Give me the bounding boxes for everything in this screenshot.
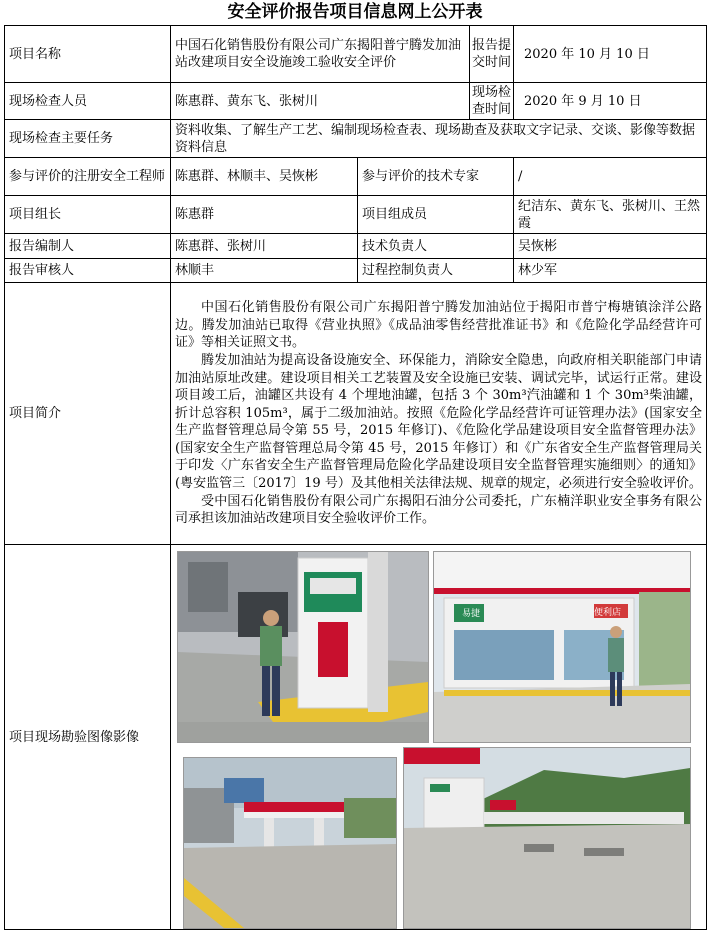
project-name-value: 中国石化销售股份有限公司广东揭阳普宁腾发加油站改建项目安全设施竣工验收安全评价 xyxy=(171,26,470,83)
reviewer-label: 报告审核人 xyxy=(5,259,171,283)
process-lead-label: 过程控制负责人 xyxy=(358,259,514,283)
photo-grid xyxy=(171,547,706,928)
info-table xyxy=(4,25,707,930)
tasks-value: 资料收集、了解生产工艺、编制现场检查表、现场勘查及获取文字记录、交谈、影像等数据资料信息 xyxy=(171,120,707,158)
photo-yard xyxy=(403,747,691,929)
reviewer-value: 林顺丰 xyxy=(171,259,358,283)
experts-label: 参与评价的技术专家 xyxy=(358,158,514,196)
inspectors-label: 现场检查人员 xyxy=(5,83,171,120)
row-intro xyxy=(5,283,707,545)
sign-yijie: 易捷 xyxy=(462,608,481,619)
inspect-time-label: 现场检查时间 xyxy=(470,83,514,120)
process-lead-value: 林少军 xyxy=(514,259,707,283)
members-label: 项目组成员 xyxy=(358,196,514,234)
row-leader xyxy=(5,196,707,234)
sign-store: 便利店 xyxy=(594,607,622,618)
leader-label: 项目组长 xyxy=(5,196,171,234)
inspect-time-value: 2020 年 9 月 10 日 xyxy=(514,83,707,120)
tech-lead-label: 技术负责人 xyxy=(358,234,514,259)
intro-paragraph-3: 受中国石化销售股份有限公司广东揭阳石油分公司委托，广东楠洋职业安全事务有限公司承担该加油站改建项目安全验收评价工作。 xyxy=(175,493,703,527)
inspectors-value: 陈惠群、黄东飞、张树川 xyxy=(171,83,470,120)
members-value: 纪洁东、黄东飞、张树川、王然霞 xyxy=(514,196,707,234)
experts-value: / xyxy=(514,158,707,196)
photos-label: 项目现场勘验图像影像 xyxy=(5,545,171,930)
row-reviewer xyxy=(5,259,707,283)
photos-cell xyxy=(171,545,707,930)
tech-lead-value: 吴恢彬 xyxy=(514,234,707,259)
engineers-label: 参与评价的注册安全工程师 xyxy=(5,158,171,196)
engineers-value: 陈惠群、林顺丰、吴恢彬 xyxy=(171,158,358,196)
project-name-label: 项目名称 xyxy=(5,26,171,83)
intro-text xyxy=(171,283,707,545)
photo-storefront xyxy=(433,551,691,743)
submit-time-label: 报告提交时间 xyxy=(470,26,514,83)
photo-dispenser xyxy=(177,551,429,743)
photo-forecourt xyxy=(183,757,397,929)
compilers-label: 报告编制人 xyxy=(5,234,171,259)
tasks-label: 现场检查主要任务 xyxy=(5,120,171,158)
row-photos xyxy=(5,545,707,930)
row-tasks xyxy=(5,120,707,158)
intro-paragraph-2: 腾发加油站为提高设备设施安全、环保能力，消除安全隐患，向政府相关职能部门申请加油站原址改建。建设项目相关工艺装置及安全设施已安装、调试完毕，试运行正常。建设项目竣工后，油罐区共设有 4 个埋地油罐，包括 3 个 30m³汽油罐和 1 个 30m³柴油罐，折计总容积 105m³，属于二级加油站。按照《危险化学品经营许可证管理办法》(国家安全生产监督管理总局令第 55 号，2015 年修订)、《危险化学品建设项目安全监督管理办法》(国家安全生产监督管理总局令第 45 号，2015 年修订）和《广东省安全生产监督管理局关于印发〈广东省安全生产监督管理局危险化学品建设项目安全监督管理实施细则〉的通知》(粤安监管三〔2017〕19 号）及其他相关法律法规、规章的规定，必须进行安全验收评价。 xyxy=(175,352,703,492)
page-title: 安全评价报告项目信息网上公开表 xyxy=(227,2,483,22)
row-engineers xyxy=(5,158,707,196)
row-compilers xyxy=(5,234,707,259)
row-project-name xyxy=(5,26,707,83)
row-inspectors xyxy=(5,83,707,120)
compilers-value: 陈惠群、张树川 xyxy=(171,234,358,259)
intro-label: 项目简介 xyxy=(5,283,171,545)
leader-value: 陈惠群 xyxy=(171,196,358,234)
submit-time-value: 2020 年 10 月 10 日 xyxy=(514,26,707,83)
intro-paragraph-1: 中国石化销售股份有限公司广东揭阳普宁腾发加油站位于揭阳市普宁梅塘镇涂洋公路边。腾发加油站已取得《营业执照》《成品油零售经营批准证书》和《危险化学品经营许可证》等相关证照文书。 xyxy=(175,300,703,351)
